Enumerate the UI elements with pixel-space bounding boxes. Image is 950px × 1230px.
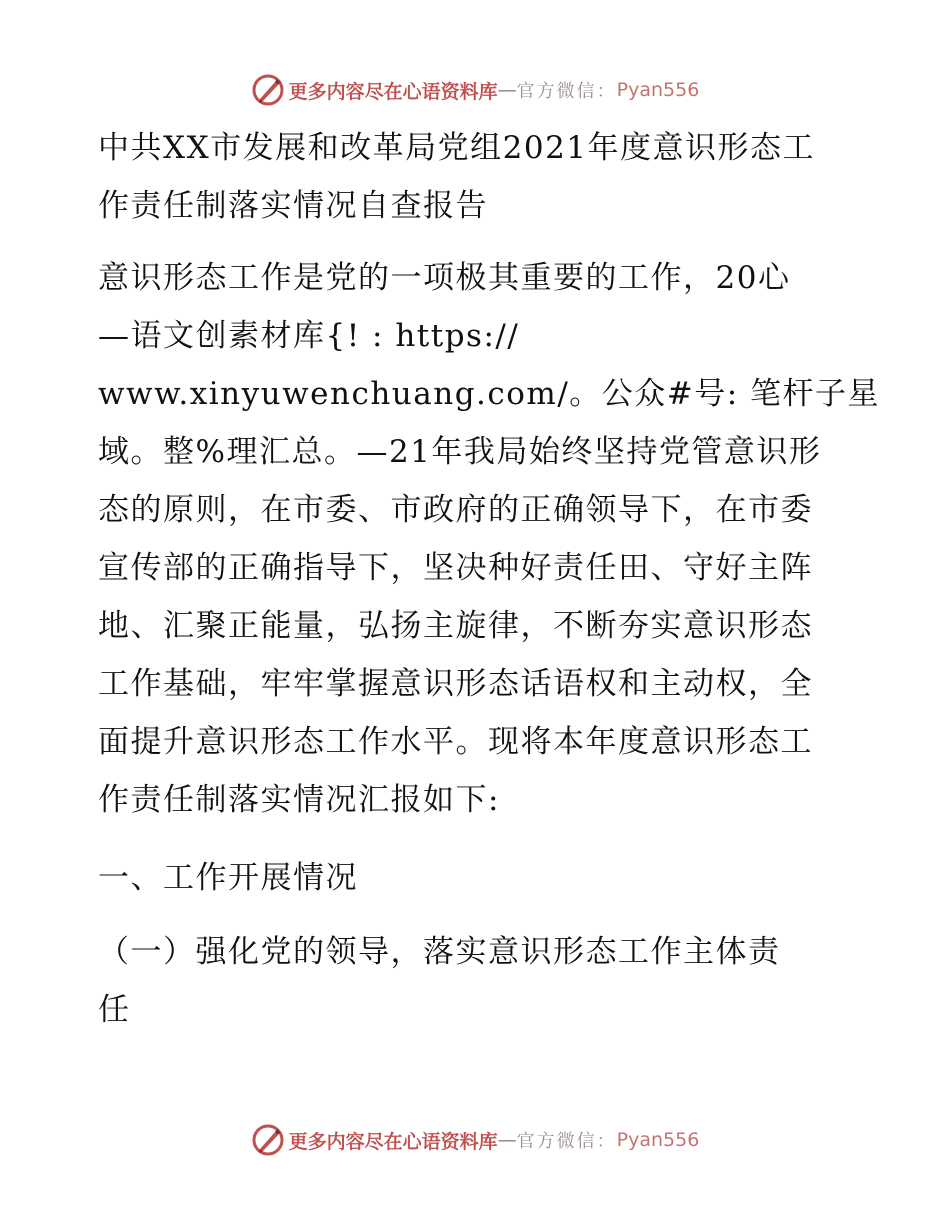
watermark-separator: — [497, 1129, 517, 1151]
pen-logo-icon [251, 1123, 285, 1157]
section-heading: 一、工作开展情况 [98, 860, 358, 896]
paragraph-line: 工作基础，牢牢掌握意识形态话语权和主动权，全 [98, 666, 813, 702]
watermark-main-text: 更多内容尽在心语资料库 [288, 1130, 498, 1153]
document-title-line: 作责任制落实情况自查报告 [98, 188, 488, 224]
paragraph-line: 域。整%理汇总。—21年我局始终坚持党管意识形 [98, 434, 822, 470]
document-title-line: 中共XX市发展和改革局党组2021年度意识形态工 [98, 130, 816, 166]
pen-logo-icon [251, 73, 285, 107]
subsection-heading-line: （一）强化党的领导，落实意识形态工作主体责 [98, 934, 781, 970]
watermark-account: Pyan556 [616, 79, 700, 101]
paragraph-line: 地、汇聚正能量，弘扬主旋律，不断夯实意识形态 [98, 608, 813, 644]
watermark-separator: — [497, 79, 517, 101]
watermark-label: 官方微信： [516, 1131, 617, 1152]
watermark-main-text: 更多内容尽在心语资料库 [288, 80, 498, 103]
paragraph-line: www.xinyuwenchuang.com/。公众#号: 笔杆子星 [98, 376, 881, 412]
subsection-heading-line: 任 [98, 992, 131, 1028]
paragraph-line: 态的原则，在市委、市政府的正确领导下，在市委 [98, 492, 813, 528]
watermark-account: Pyan556 [616, 1129, 700, 1151]
paragraph-line: 面提升意识形态工作水平。现将本年度意识形态工 [98, 724, 813, 760]
paragraph-line: 宣传部的正确指导下，坚决种好责任田、守好主阵 [98, 550, 813, 586]
paragraph-line: —语文创素材库{! : https:// [98, 318, 520, 354]
watermark-banner-top [0, 70, 950, 110]
paragraph-line: 意识形态工作是党的一项极其重要的工作，20心 [98, 260, 791, 296]
watermark-label: 官方微信： [516, 81, 617, 102]
watermark-banner-bottom [0, 1120, 950, 1160]
paragraph-line: 作责任制落实情况汇报如下: [98, 782, 500, 818]
